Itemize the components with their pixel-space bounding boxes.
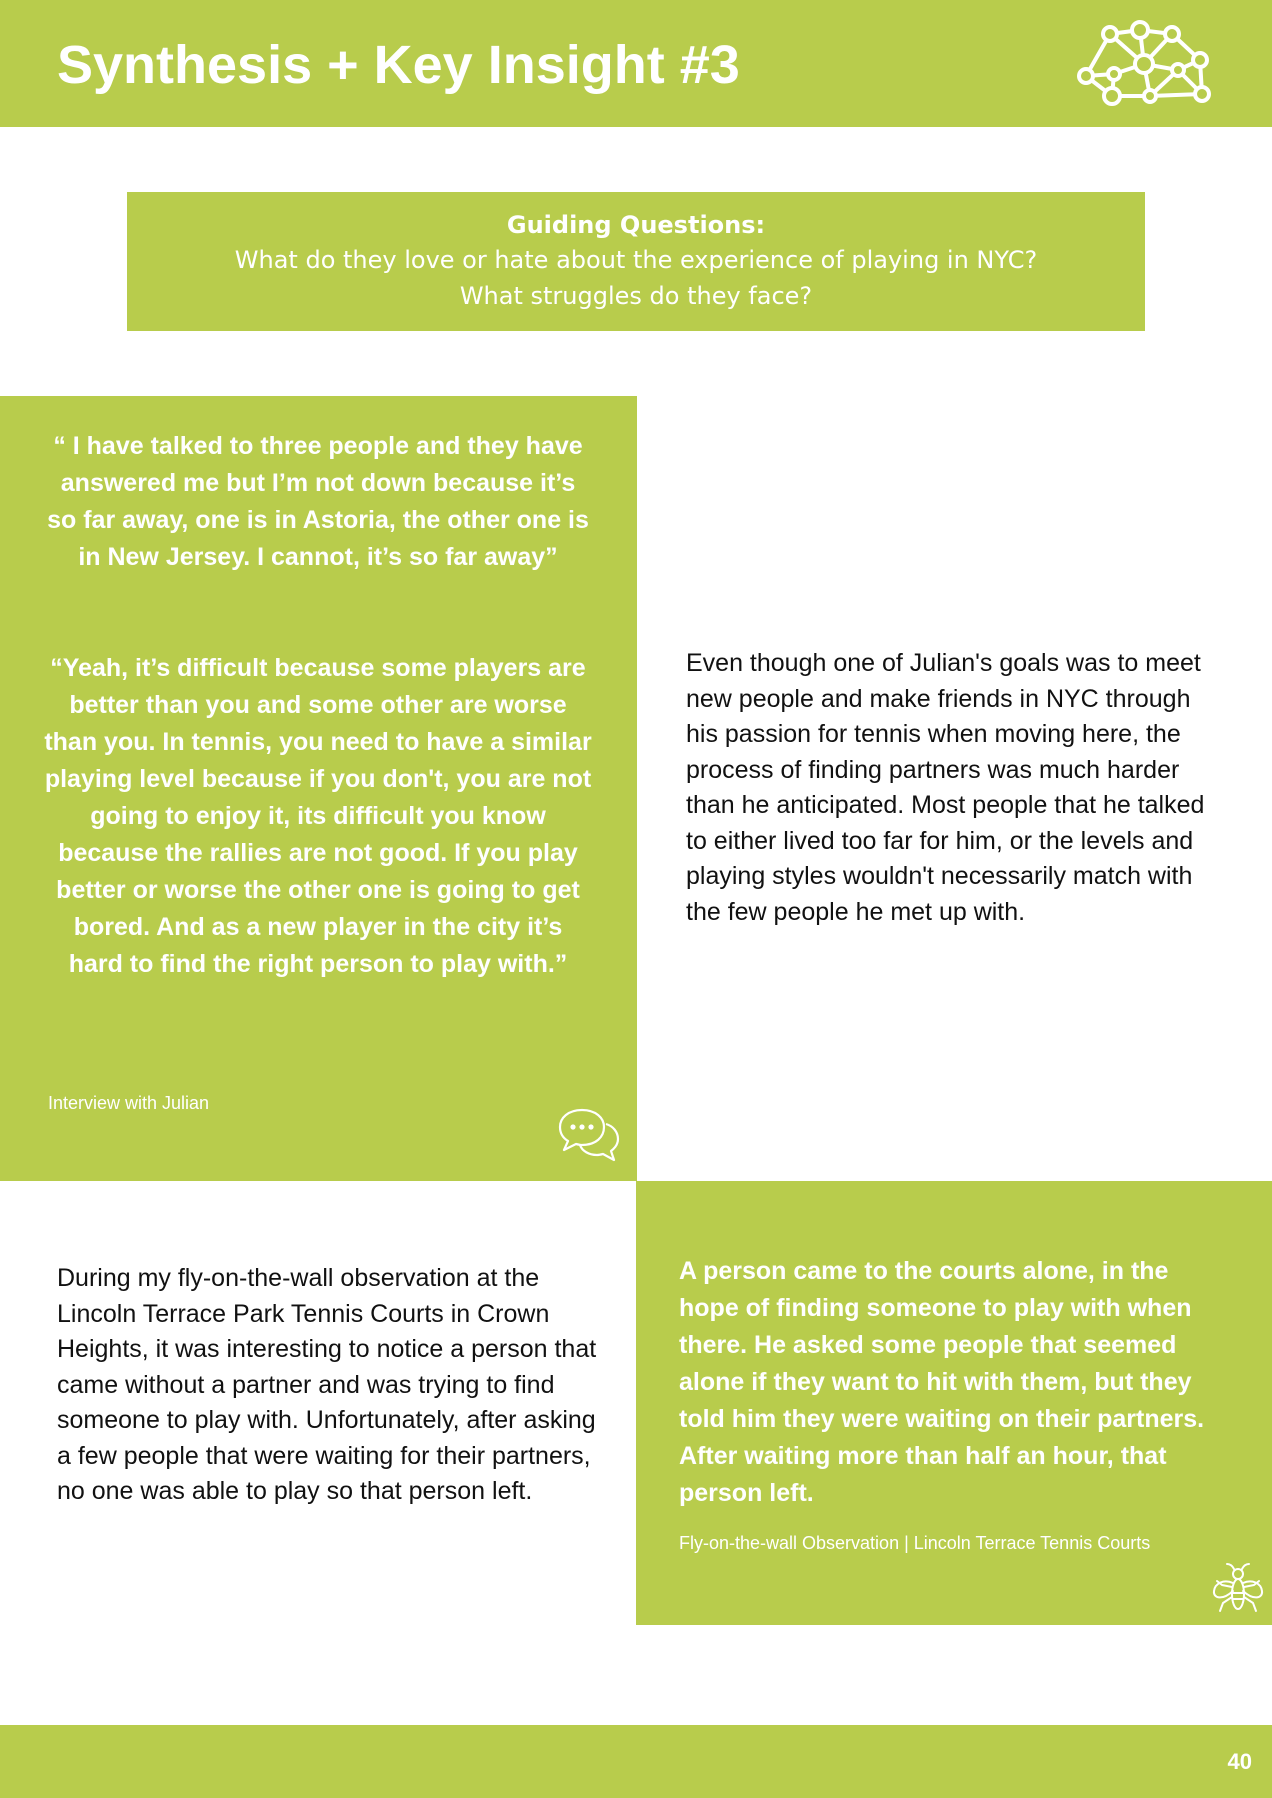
guiding-questions-title: Guiding Questions:: [506, 211, 766, 239]
network-icon: [1074, 16, 1214, 108]
interview-quote: “Yeah, it’s difficult because some players are better than you and some other are worse than you. In tennis, you need to have a similar playing level because if you don't, you are not going to enjoy it, its difficult you know because the rallies are not good. If you play better or worse the other one is going to get bored. And as a new player in the city it’s hard to find the right person to play with.”: [44, 654, 592, 978]
footer-bar: [0, 1725, 1272, 1798]
observation-note: A person came to the courts alone, in the hope of finding someone to play with when there. He asked some people that seemed alone if they want to hit with them, but they told him they were waiting on their partners. After waiting more than half an hour, that person left.: [679, 1257, 1205, 1507]
speech-bubbles-icon: [556, 1106, 620, 1164]
interview-source: Interview with Julian: [48, 1093, 210, 1113]
interview-quotes-panel: [0, 396, 637, 1181]
observation-source: Fly-on-the-wall Observation | Lincoln Terrace Tennis Courts: [679, 1533, 1151, 1553]
page-number: 40: [1227, 1749, 1252, 1774]
interview-quote: “ I have talked to three people and they have answered me but I’m not down because it’s so far away, one is in Astoria, the other one is in New Jersey. I cannot, it’s so far away”: [47, 432, 589, 571]
insight-paragraph: Even though one of Julian's goals was to meet new people and make friends in NYC through his passion for tennis when moving here, the process of finding partners was much harder than he anticipated. Most people that he talked to either lived too far for him, or the levels and playing styles wouldn't necessarily match with the few people he met up with.: [686, 649, 1205, 926]
guiding-question: What do they love or hate about the experience of playing in NYC?: [234, 246, 1038, 274]
guiding-question: What struggles do they face?: [459, 282, 813, 310]
fly-icon: [1210, 1561, 1266, 1617]
observation-summary-paragraph: During my fly-on-the-wall observation at the Lincoln Terrace Park Tennis Courts in Crown Heights, it was interesting to notice a person that came without a partner and was trying to find someone to play with. Unfortunately, after asking a few people that were waiting for their partners, no one was able to play so that person left.: [57, 1264, 597, 1505]
header-bar: [0, 0, 1272, 127]
observation-panel: [636, 1181, 1272, 1625]
guiding-questions-box: [127, 192, 1145, 331]
page-title: Synthesis + Key Insight #3: [57, 35, 740, 95]
